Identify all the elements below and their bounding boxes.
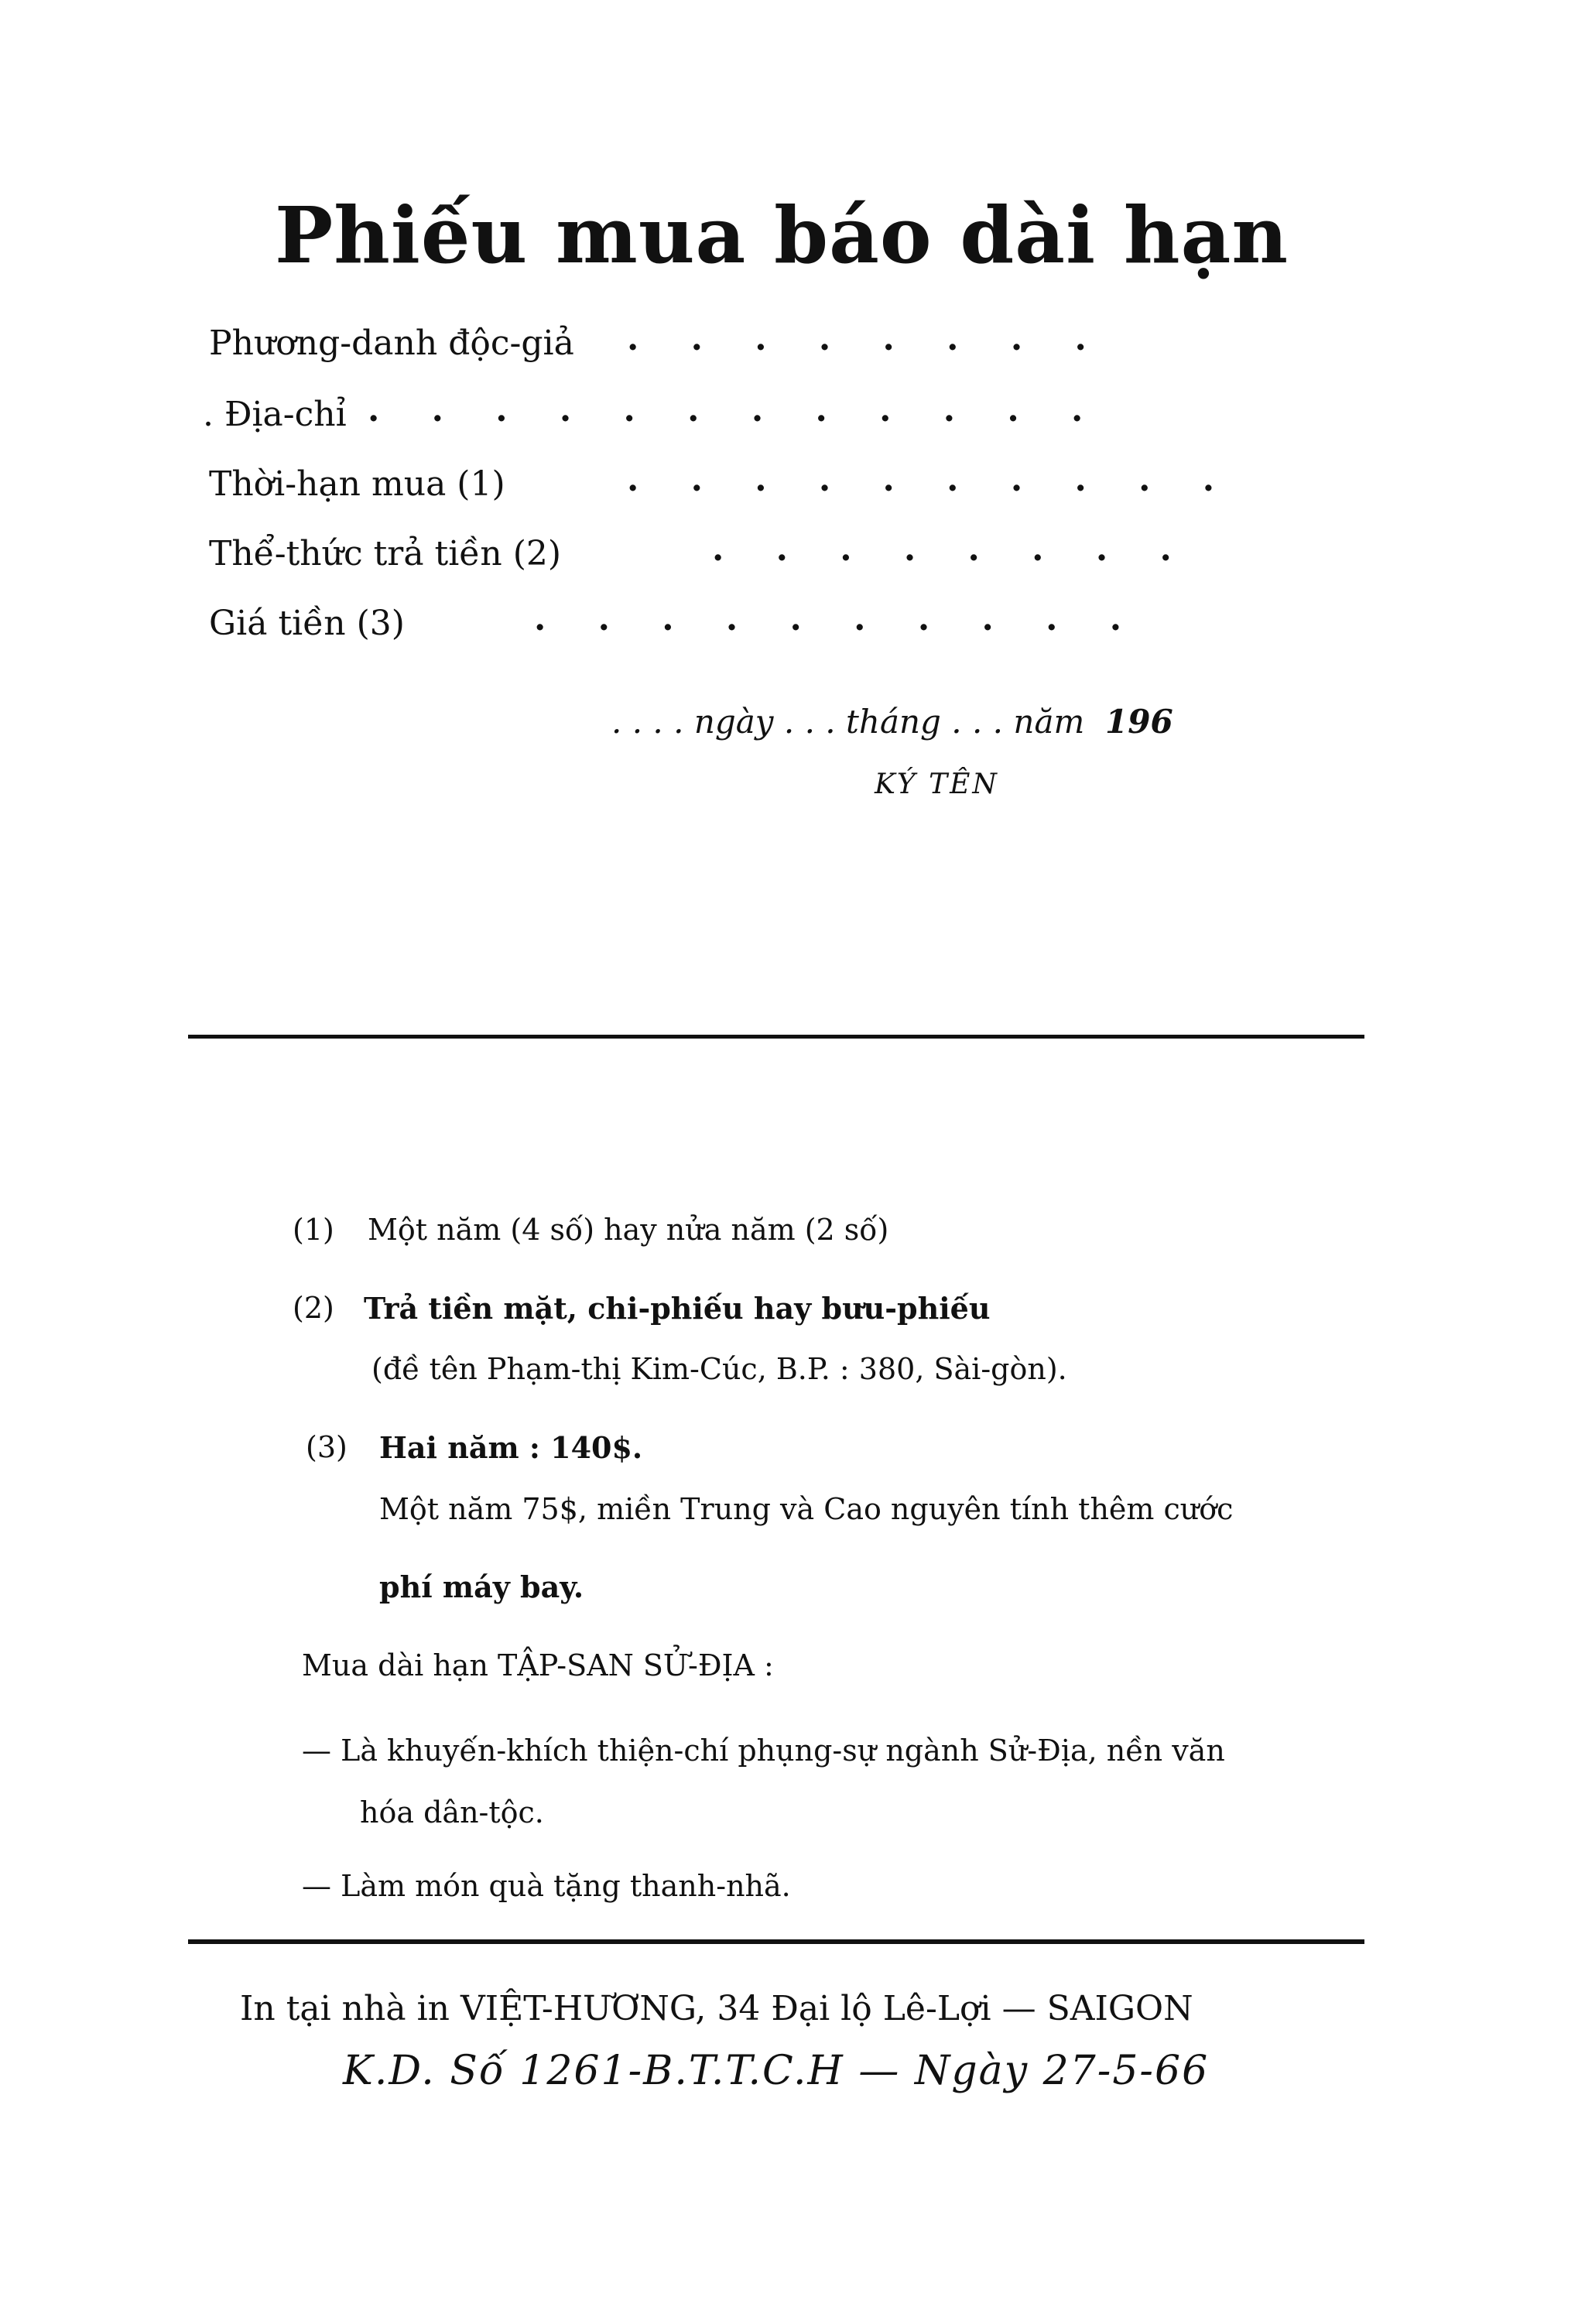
divider-bottom <box>188 1939 1364 1944</box>
note-3-marker: (3) <box>306 1430 347 1464</box>
note-1-text: Một năm (4 số) hay nửa năm (2 số) <box>368 1213 889 1247</box>
date-line <box>611 703 1173 741</box>
date-year: 196 <box>1105 703 1173 741</box>
bullet-1-line-2: hóa dân-tộc. <box>360 1795 544 1829</box>
divider-top <box>188 1035 1364 1039</box>
page-title: Phiếu mua báo dài hạn <box>275 190 1289 281</box>
field-dots-address: . . . . . . . . . . . . <box>368 390 1104 430</box>
date-month-label: tháng <box>846 703 941 741</box>
field-label-address: . Địa-chỉ <box>203 395 347 434</box>
note-3-line-3: phí máy bay. <box>379 1569 584 1604</box>
date-day-label: ngày <box>693 703 774 741</box>
field-dots-payment-method: . . . . . . . . <box>712 529 1192 569</box>
note-2-marker: (2) <box>293 1291 334 1325</box>
field-label-name: Phương-danh độc-giả <box>209 323 574 363</box>
field-label-duration: Thời-hạn mua (1) <box>209 464 505 504</box>
field-label-payment-method: Thể-thức trả tiền (2) <box>209 534 562 573</box>
date-prefix: . . . . <box>611 703 684 741</box>
date-sep-1: . . . <box>783 703 836 741</box>
note-2-sub: (đề tên Phạm-thị Kim-Cúc, B.P. : 380, Sài-gòn). <box>371 1352 1067 1386</box>
field-dots-name: . . . . . . . . <box>627 319 1107 358</box>
bullet-2: — Làm món quà tặng thanh-nhã. <box>302 1869 791 1903</box>
date-year-label: năm <box>1013 703 1085 741</box>
signature-label: KÝ TÊN <box>875 768 999 800</box>
field-dots-duration: . . . . . . . . . . <box>627 460 1235 499</box>
note-3-line-2: Một năm 75$, miền Trung và Cao nguyên tính thêm cước <box>379 1492 1234 1526</box>
field-label-price: Giá tiền (3) <box>209 604 405 643</box>
subscribe-heading: Mua dài hạn TẬP-SAN SỬ-ĐỊA : <box>302 1648 774 1682</box>
bullet-1-line-1: — Là khuyến-khích thiện-chí phụng-sự ngành Sử-Địa, nền văn <box>302 1734 1225 1768</box>
printer-credit: In tại nhà in VIỆT-HƯƠNG, 34 Đại lộ Lê-Lợi — SAIGON <box>240 1989 1193 2028</box>
license-line: K.D. Số 1261-B.T.T.C.H — Ngày 27-5-66 <box>343 2048 1210 2094</box>
note-1-marker: (1) <box>293 1213 334 1247</box>
note-2-text: Trả tiền mặt, chi-phiếu hay bưu-phiếu <box>364 1291 991 1326</box>
date-sep-2: . . . <box>951 703 1004 741</box>
note-3-text: Hai năm : 140$. <box>379 1430 643 1465</box>
field-dots-price: . . . . . . . . . . <box>534 599 1142 638</box>
